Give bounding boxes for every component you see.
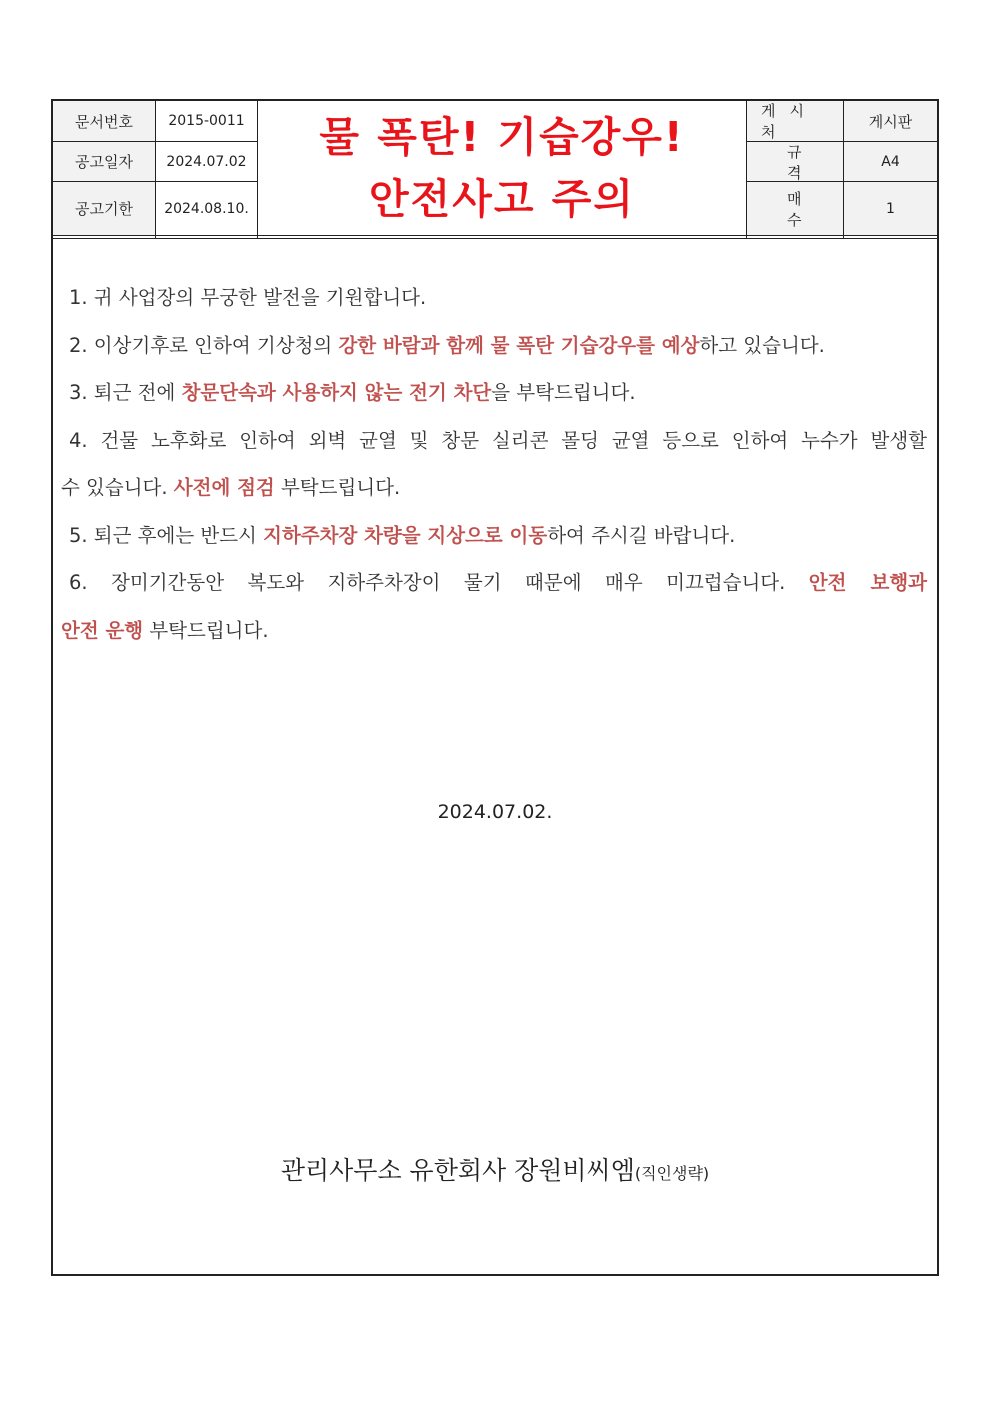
grid-line — [53, 181, 257, 182]
title-line-2: 안전사고 주의 — [369, 175, 635, 223]
grid-line — [746, 181, 937, 182]
posting-place-value: 게시판 — [844, 101, 937, 141]
title-line-1: 물 폭탄! 기습강우! — [319, 113, 685, 161]
copies-label: 매수 — [747, 182, 843, 235]
header-divider — [53, 238, 937, 239]
header-divider — [53, 235, 937, 236]
issue-date: 2024.07.02. — [437, 801, 553, 823]
notice-item-4-line-1: 4. 건물 노후화로 인하여 외벽 균열 및 창문 실리콘 몰딩 균열 등으로 인하여 누수가 발생할 — [69, 428, 927, 452]
grid-line — [746, 101, 747, 238]
highlight-text: 안전 보행과 — [808, 571, 927, 594]
notice-body — [61, 274, 927, 654]
size-label: 규격 — [747, 142, 843, 181]
notice-item-6-line-2: 안전 운행 부탁드립니다. — [61, 618, 269, 642]
notice-period-value: 2024.08.10. — [164, 200, 249, 217]
notice-frame — [51, 99, 939, 1276]
notice-item-6-line-1: 6. 장미기간동안 복도와 지하주차장이 물기 때문에 매우 미끄럽습니다. 안전 보행과 — [69, 571, 927, 594]
doc-number-value: 2015-0011 — [168, 113, 245, 129]
notice-title — [258, 101, 746, 235]
grid-line — [53, 141, 257, 142]
issuer-signature — [53, 1151, 937, 1187]
notice-period-label: 공고기한 — [53, 182, 155, 235]
highlight-text: 강한 바람과 함께 물 폭탄 기습강우를 예상 — [338, 333, 700, 357]
doc-number-label: 문서번호 — [53, 101, 155, 141]
notice-item-3: 3. 퇴근 전에 창문단속과 사용하지 않는 전기 차단을 부탁드립니다. — [69, 381, 636, 404]
highlight-text: 안전 운행 — [61, 618, 144, 642]
notice-item-5: 5. 퇴근 후에는 반드시 지하주차장 차량을 지상으로 이동하여 주시길 바랍니다. — [69, 523, 736, 547]
highlight-text: 창문단속과 사용하지 않는 전기 차단 — [181, 381, 492, 404]
size-value: A4 — [844, 142, 937, 181]
highlight-text: 사전에 점검 — [173, 476, 275, 499]
grid-line — [843, 101, 844, 238]
grid-line — [257, 101, 258, 238]
seal-note: (직인생략) — [634, 1164, 710, 1183]
notice-date-value: 2024.07.02 — [166, 153, 247, 170]
issuer-name: 관리사무소 유한회사 장원비씨엠 — [280, 1156, 635, 1185]
grid-line — [155, 101, 156, 238]
notice-item-2: 2. 이상기후로 인하여 기상청의 강한 바람과 함께 물 폭탄 기습강우를 예상하고 있습니다. — [69, 333, 825, 357]
highlight-text: 지하주차장 차량을 지상으로 이동 — [263, 523, 548, 547]
posting-place-label: 게시처 — [747, 101, 843, 141]
grid-line — [746, 141, 937, 142]
copies-value: 1 — [844, 182, 937, 235]
notice-item-1: 1. 귀 사업장의 무궁한 발전을 기원합니다. — [69, 286, 427, 309]
notice-date-label: 공고일자 — [53, 142, 155, 181]
notice-item-4-line-2: 수 있습니다. 사전에 점검 부탁드립니다. — [61, 476, 401, 499]
header-table — [53, 101, 937, 238]
